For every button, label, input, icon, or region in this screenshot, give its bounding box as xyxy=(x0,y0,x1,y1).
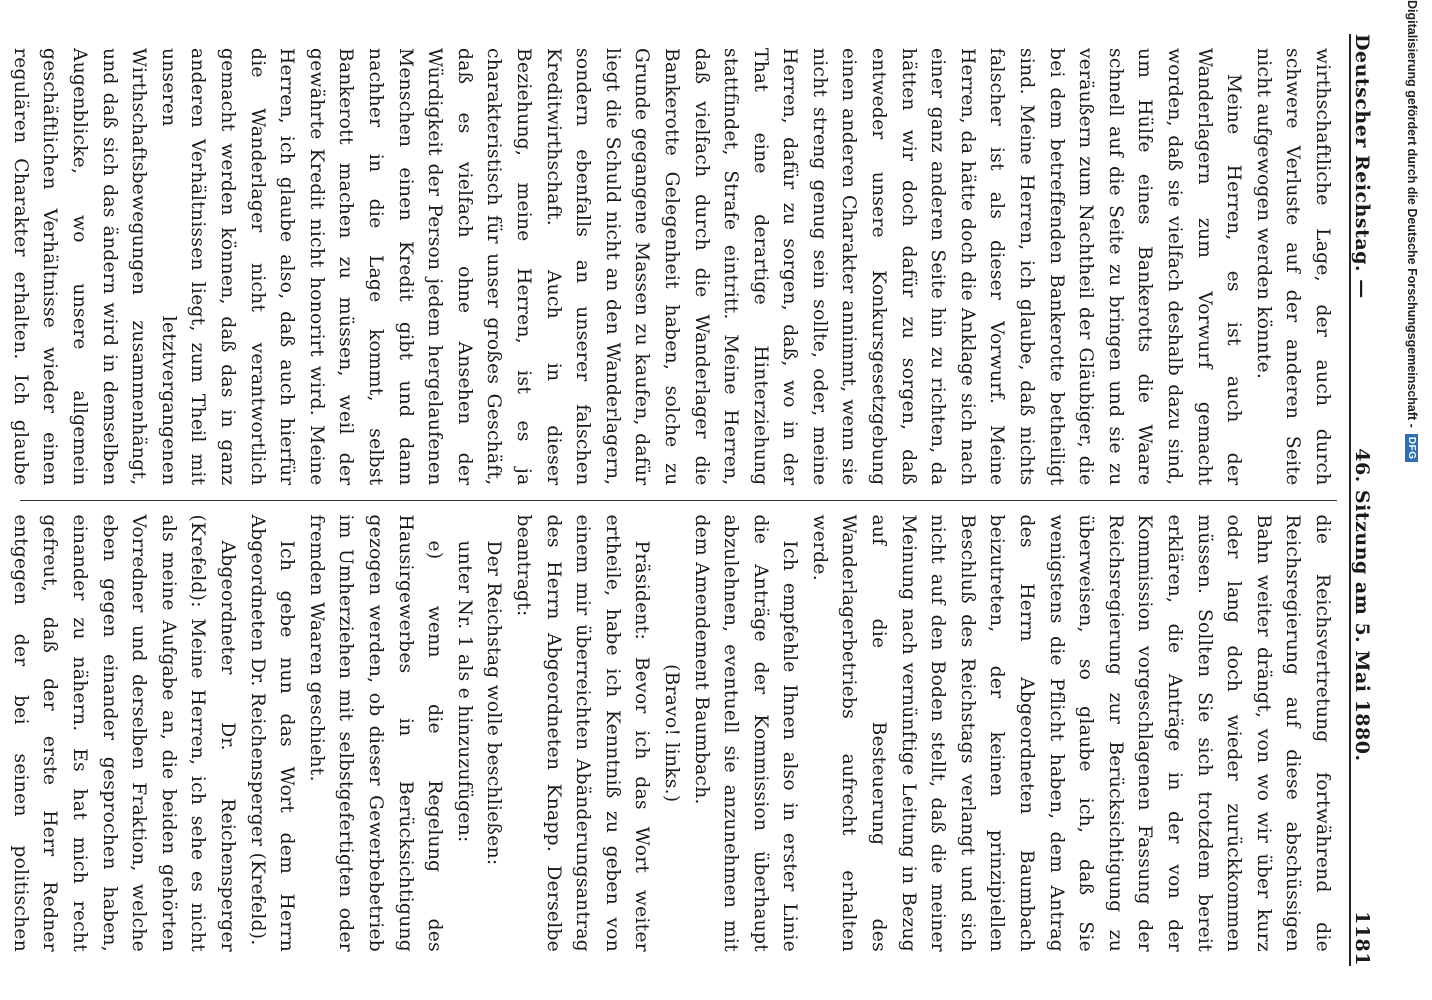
paragraph: wirthschaftliche Lage, der auch durch schwere Verluste auf der anderen Seite nicht aufgewogen werden könnte. xyxy=(1252,48,1333,486)
paragraph: Ich gebe nun das Wort dem Herrn Abgeordneten Dr. Reichensperger (Krefeld). xyxy=(246,514,298,952)
paragraph: Präsident: Bevor ich das Wort weiter ertheile, habe ich Kenntniß zu geben von einem mir überreichten Abänderungsantrag des Herrn Abgeordneten Knapp. Derselbe beantragt: xyxy=(512,514,653,952)
funding-credit: Digitalisierung gefördert durch die Deutsche Forschungsgemeinschaft - xyxy=(1405,0,1419,428)
column-right xyxy=(9,500,1337,967)
dfg-logo: DFG xyxy=(1406,434,1419,463)
page-header xyxy=(1349,34,1381,966)
paragraph: die Reichsvertretung fortwährend die Reichsregierung auf diese abschüssigen Bahn weiter drängt, von wo wir über kurz oder lang doch wieder zurückkommen müssen. Sollten Sie sich trotzdem bereit erklären, die Anträge in der von der Kommission vorgeschlagenen Fassung der Reichsregierung zur Berücksichtigung zu überweisen, so glaube ich, daß Sie wenigstens die Pflicht haben, dem Antrag des Herrn Abgeordneten Baumbach beizutreten, der keinen prinzipiellen Beschluß des Reichstags verlangt und sich nicht auf den Boden stellt, daß die meiner Meinung nach vernünftige Leitung in Bezug auf die Besteuerung des Wanderlagerbetriebs aufrecht erhalten werde. xyxy=(808,514,1333,952)
applause-note: (Bravo! links.) xyxy=(660,664,682,803)
column-left xyxy=(9,34,1337,500)
text-columns xyxy=(9,34,1337,966)
header-session: 46. Sitzung am 5. Mai 1880. xyxy=(1351,448,1373,762)
paragraph: Abgeordneter Dr. Reichensperger (Krefeld): Meine Herren, ich sehe es nicht als meine Aufgabe an, die beiden gehörten Vorredner und derselben Fraktion, welche eben gegen einander gesprochen haben, einander zu nähern. Es hat mich recht gefreut, daß der erste Herr Redner entgegen der bei seinen politischen xyxy=(9,514,239,952)
header-left: Deutscher Reichstag. — xyxy=(1351,34,1373,299)
paragraph: Ich empfehle Ihnen also in erster Linie die Anträge der Kommission überhaupt abzulehnen, eventuell sie anzunehmen mit dem Amendement Baumbach. xyxy=(690,514,801,952)
paragraph: unter Nr. 1 als e hinzuzufügen: xyxy=(453,540,475,843)
paragraph: Meine Herren, es ist auch der Wanderlagern zum Vorwurf gemacht worden, daß sie vielfach deshalb dazu sind, um Hülfe eines Bankerotts die Waare schnell auf die Seite zu bringen und sie zu veräußern zum Nachtheil der Gläubiger, die bei dem betreffenden Bankerotte betheiligt sind. Meine Herren, ich glaube, daß nichts falscher ist als dieser Vorwurf. Meine Herren, da hätte doch die Anklage sich nach einer ganz anderen Seite hin zu richten, da hätten wir doch dafür zu sorgen, daß entweder unsere Konkursgesetzgebung einen anderen Charakter annimmt, wenn sie nicht streng genug sein sollte, oder, meine Herren, dafür zu sorgen, daß, wo in der That eine derartige Hinterziehung stattfindet, Strafe eintritt. Meine Herren, daß vielfach durch die Wanderlager die Bankerotte Gelegenheit haben, solche zu Grunde gegangene Massen zu kaufen, dafür liegt die Schuld nicht an den Wanderlagern, sondern ebenfalls an unserer falschen Kreditwirthschaft. Auch in dieser Beziehung, meine Herren, ist es ja charakteristisch für unser großes Geschäft, daß es vielfach ohne Ansehen der Würdigkeit der Person jedem hergelaufenen Menschen einen Kredit gibt und dann nachher in die Lage kommt, selbst Bankerott machen zu müssen, weil der gewährte Kredit nicht honorirt wird. Meine Herren, ich glaube also, daß auch hierfür die Wanderlager nicht verantwortlich gemacht werden können, daß das in ganz anderen Verhältnissen liegt, zum Theil mit unseren letztvergangenen Wirthschaftsbewegungen zusammenhängt, und daß sich das ändern wird in demselben Augenblicke, wo unsere allgemein geschäftlichen Verhältnisse wieder einen regulären Charakter erhalten. Ich glaube xyxy=(9,48,1245,486)
credit-strip xyxy=(1404,0,1432,1000)
paragraph: e) wenn die Regelung des Hausirgewerbes in Berücksichtigung gezogen werden, ob dieser Gewerbebetrieb im Umherziehen mit selbstgefertigten oder fremden Waaren geschieht. xyxy=(305,514,446,952)
paragraph: Der Reichstag wolle beschließen: xyxy=(483,540,505,866)
page-number: 1181 xyxy=(1351,911,1373,966)
